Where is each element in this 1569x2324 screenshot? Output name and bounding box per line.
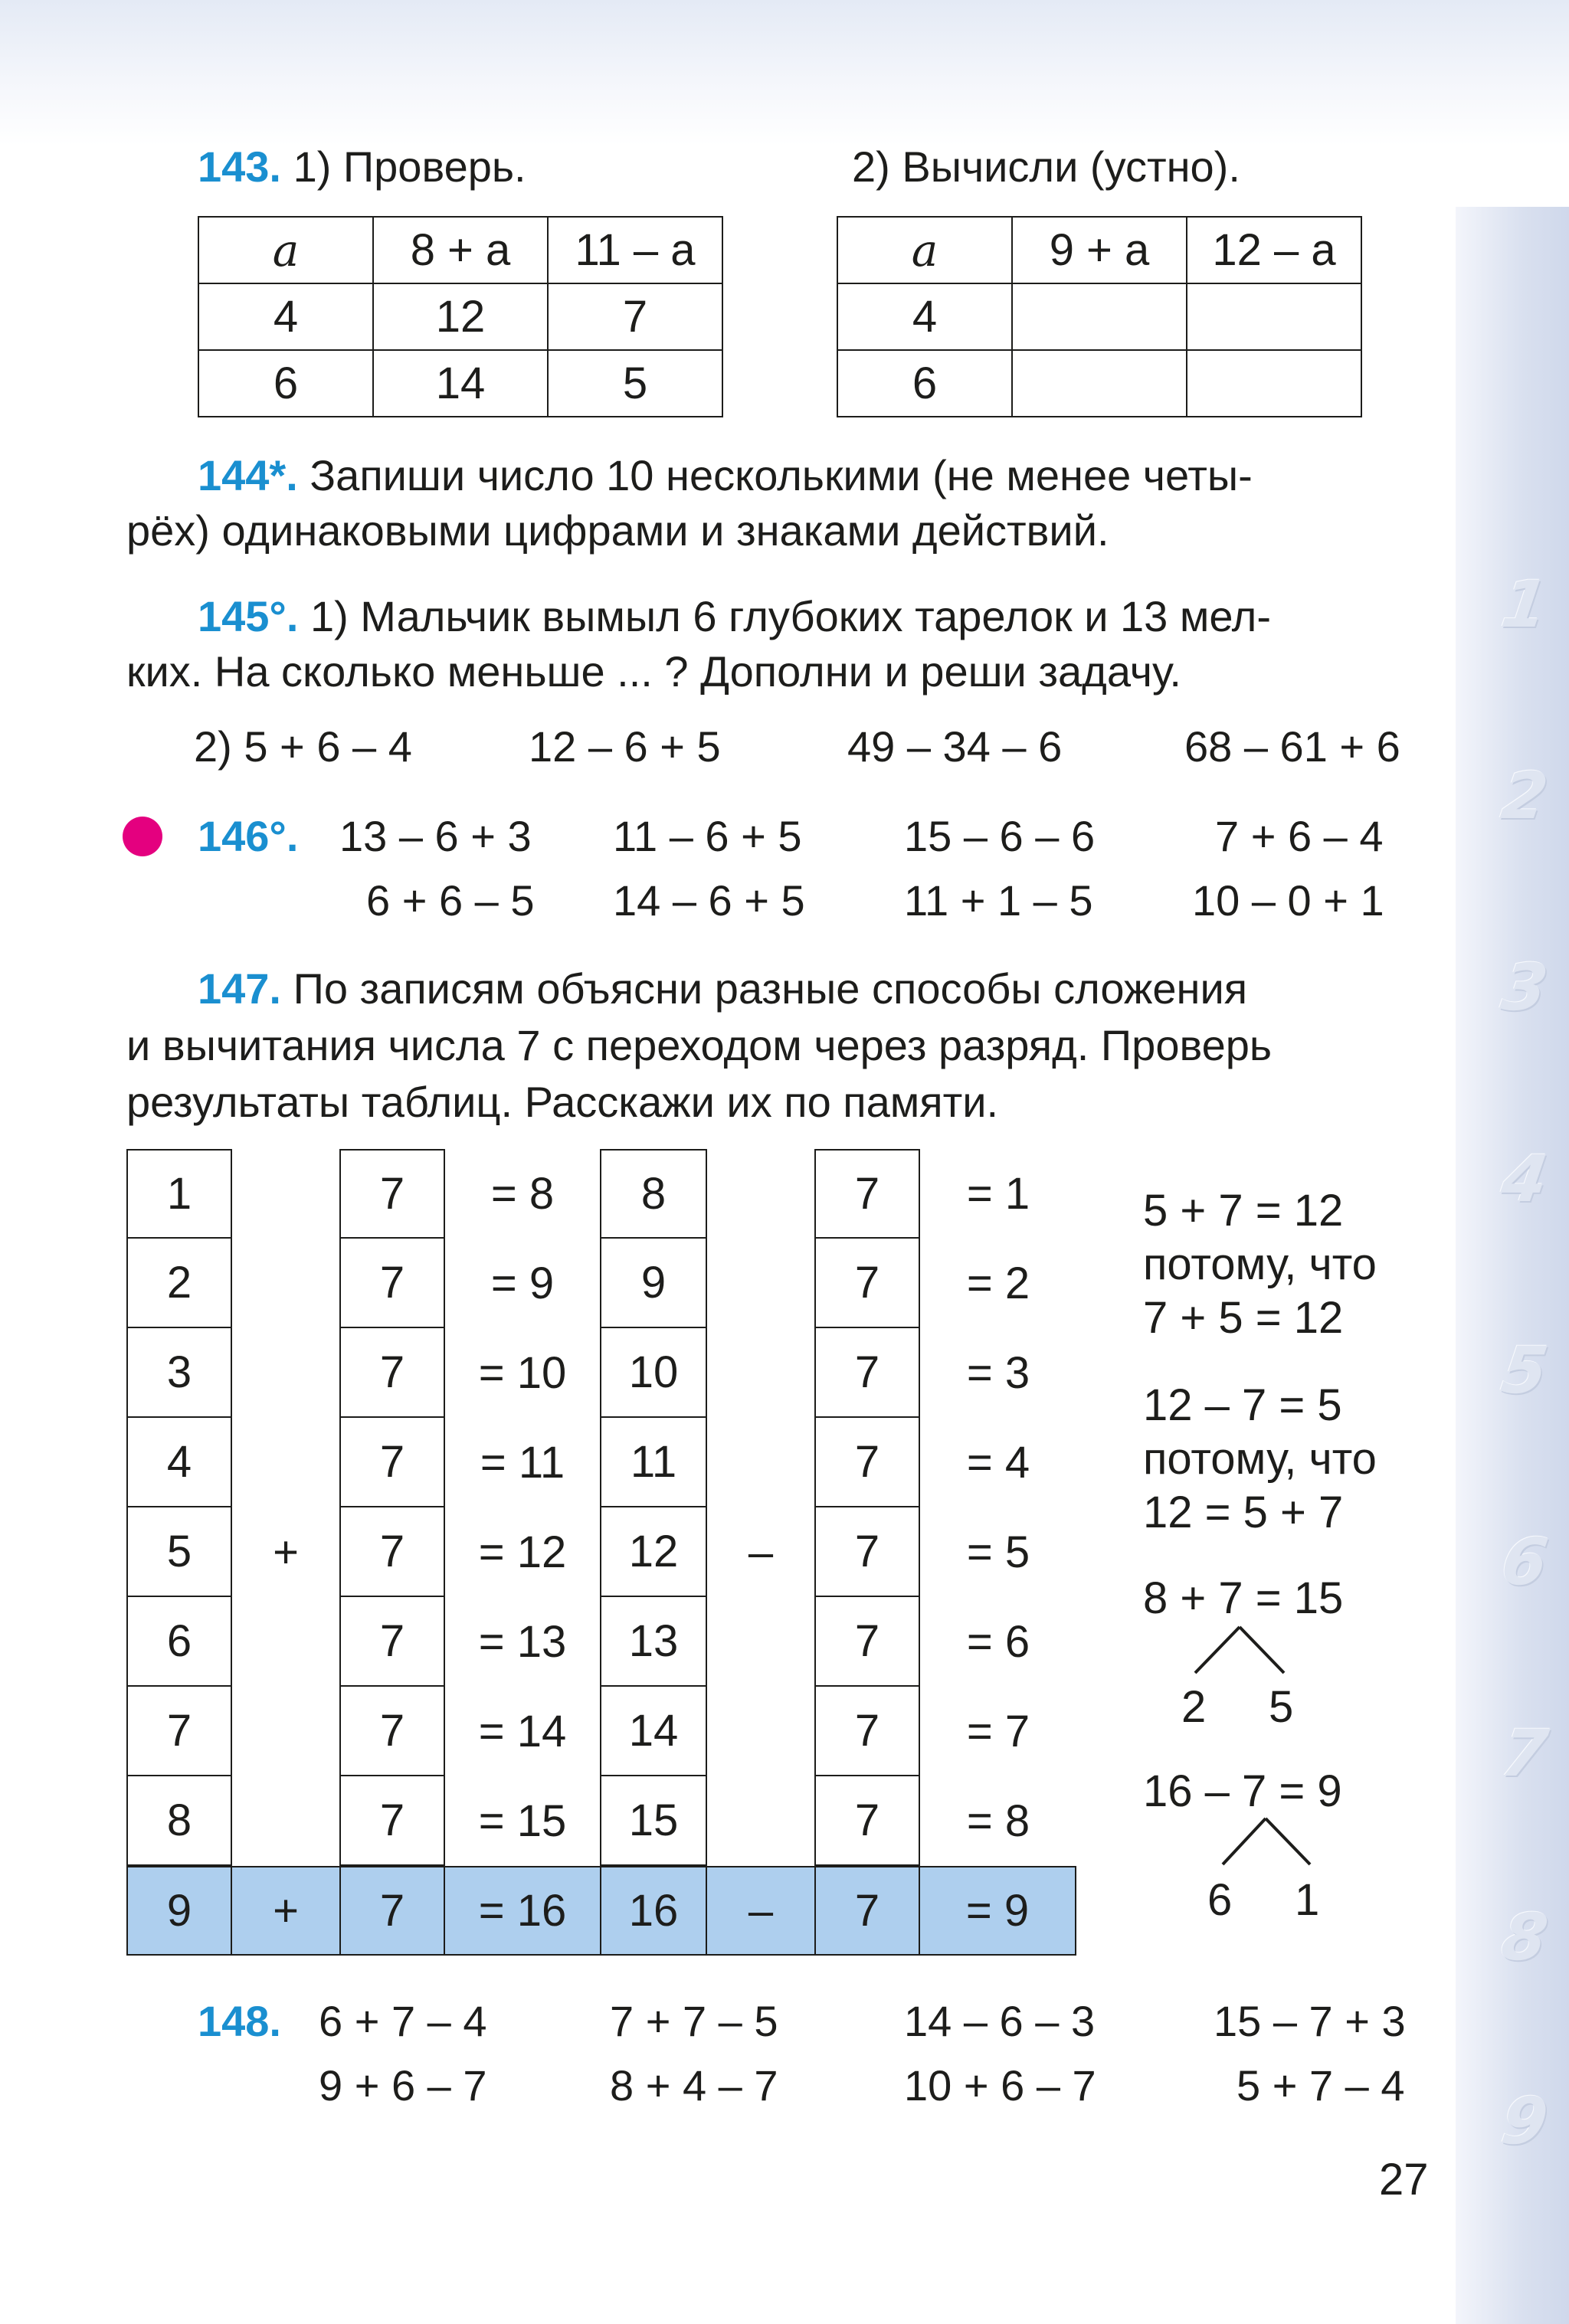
table-cell: 3: [126, 1327, 232, 1418]
table-check: [198, 216, 723, 417]
split-right: 1: [1295, 1875, 1320, 1925]
exercise-147-line2: и вычитания числа 7 с переходом через разряд. Проверь: [126, 1021, 1273, 1069]
table-cell: 7: [339, 1149, 445, 1239]
exercise-147-line1: 147. По записям объясни разные способы сложения: [198, 964, 1248, 1013]
table-operator: = 8: [490, 1169, 555, 1219]
table-cell-empty[interactable]: [1187, 350, 1361, 417]
table-cell: 7: [814, 1327, 920, 1418]
table-operator: = 1: [966, 1169, 1030, 1219]
table-cell: 7: [814, 1416, 920, 1507]
table-cell: 8: [600, 1149, 707, 1239]
table-operator: [232, 1328, 339, 1418]
table-cell: 10: [600, 1327, 707, 1418]
exercise-145-line1: 145°. 1) Мальчик вымыл 6 глубоких тарелок и 13 мел-: [198, 592, 1271, 640]
table-compute: [837, 216, 1362, 417]
exercise-number: 145°.: [198, 592, 299, 640]
table-operator: = 15: [478, 1796, 567, 1846]
table-cell-empty[interactable]: [1012, 350, 1187, 417]
exercise-number: 143.: [198, 142, 281, 191]
table-header: 11 – a: [548, 217, 722, 283]
table-cell: 12: [373, 283, 548, 350]
table-operator: = 10: [478, 1348, 567, 1398]
table-operator: +: [232, 1866, 339, 1956]
table-operator: = 4: [966, 1438, 1030, 1488]
split-left: 2: [1181, 1682, 1207, 1732]
table-cell: 7: [548, 283, 722, 350]
table-cell: 7: [814, 1775, 920, 1866]
table-cell: 9: [600, 1237, 707, 1328]
table-cell: 7: [339, 1416, 445, 1507]
table-operator: = 16: [445, 1866, 600, 1956]
table-operator: = 13: [478, 1617, 567, 1667]
explanation-b: 12 – 7 = 5 потому, что 12 = 5 + 7: [1143, 1380, 1377, 1537]
table-operator: = 2: [966, 1259, 1030, 1308]
table-cell: 9: [126, 1866, 232, 1956]
table-operator: = 12: [478, 1527, 567, 1577]
expression: 12 – 6 + 5: [529, 722, 721, 771]
expression: 15 – 6 – 6: [904, 812, 1096, 860]
table-operator: +: [273, 1527, 299, 1577]
table-cell: 5: [548, 350, 722, 417]
table-operator: = 14: [478, 1707, 567, 1756]
exercise-143-part1: 1) Проверь.: [293, 142, 526, 191]
table-cell: 7: [339, 1237, 445, 1328]
table-operator: [707, 1597, 814, 1687]
table-operator: –: [748, 1527, 774, 1577]
marker-dot: [123, 817, 162, 856]
expression: 13 – 6 + 3: [339, 812, 532, 860]
expression: 15 – 7 + 3: [1214, 1997, 1406, 2045]
exercise-number: 147.: [198, 964, 281, 1013]
exercise-number: 146°.: [198, 812, 299, 860]
table-cell: 7: [814, 1237, 920, 1328]
table-cell-empty[interactable]: [1012, 283, 1187, 350]
table-cell: 15: [600, 1775, 707, 1866]
table-cell: 6: [126, 1596, 232, 1687]
table-header: a: [198, 217, 373, 283]
table-cell: 7: [814, 1506, 920, 1597]
expression: 11 + 1 – 5: [904, 876, 1093, 925]
table-cell: 7: [339, 1506, 445, 1597]
table-cell: 12: [600, 1506, 707, 1597]
table-header: 12 – a: [1187, 217, 1361, 283]
split-diagram-d: [1180, 1814, 1348, 1913]
split-left: 6: [1207, 1875, 1233, 1925]
table-cell: 6: [837, 350, 1012, 417]
table-operator: = 9: [490, 1259, 555, 1308]
side-number-tab: 3: [1496, 950, 1553, 1025]
exercise-143-header: [198, 140, 526, 194]
addition-subtraction-table: [126, 1149, 1076, 1957]
expression: 10 + 6 – 7: [904, 2061, 1096, 2110]
side-number-tab: 2: [1496, 758, 1553, 833]
table-cell: 7: [339, 1596, 445, 1687]
expression: 9 + 6 – 7: [319, 2061, 487, 2110]
table-cell: 4: [198, 283, 373, 350]
side-number-tab: 5: [1496, 1333, 1553, 1408]
table-cell: 14: [373, 350, 548, 417]
table-cell: 7: [339, 1685, 445, 1776]
exercise-146-number: [198, 810, 298, 863]
table-cell: 2: [126, 1237, 232, 1328]
explanation-c: 8 + 7 = 15: [1143, 1573, 1344, 1623]
side-number-tab: 7: [1496, 1716, 1553, 1791]
table-header: a: [837, 217, 1012, 283]
exercise-number: 148.: [198, 1997, 281, 2045]
table-cell: 7: [814, 1149, 920, 1239]
side-number-tab: 9: [1496, 2083, 1553, 2159]
table-cell: 14: [600, 1685, 707, 1776]
table-operator: [707, 1687, 814, 1776]
expression: 6 + 6 – 5: [366, 876, 535, 925]
table-operator: [707, 1328, 814, 1418]
exercise-147-line3: результаты таблиц. Расскажи их по памяти.: [126, 1078, 999, 1126]
table-operator: [232, 1149, 339, 1239]
table-operator: = 3: [966, 1348, 1030, 1398]
table-operator: [232, 1597, 339, 1687]
expression: 11 – 6 + 5: [613, 812, 802, 860]
expression: 7 + 6 – 4: [1215, 812, 1384, 860]
table-operator: = 6: [966, 1617, 1030, 1667]
table-operator: [707, 1776, 814, 1866]
expression: 14 – 6 + 5: [613, 876, 805, 925]
table-operator: –: [707, 1866, 814, 1956]
table-cell: 7: [126, 1685, 232, 1776]
exercise-145-line2: ких. На сколько меньше ... ? Дополни и реши задачу.: [126, 647, 1181, 696]
expression: 8 + 4 – 7: [610, 2061, 778, 2110]
table-cell-empty[interactable]: [1187, 283, 1361, 350]
table-cell: 5: [126, 1506, 232, 1597]
table-operator: = 7: [966, 1707, 1030, 1756]
table-operator: = 9: [920, 1866, 1076, 1956]
table-cell: 8: [126, 1775, 232, 1866]
table-operator: [707, 1239, 814, 1328]
table-cell: 1: [126, 1149, 232, 1239]
table-cell: 7: [814, 1596, 920, 1687]
table-cell: 13: [600, 1596, 707, 1687]
split-right: 5: [1269, 1682, 1294, 1732]
table-operator: = 11: [480, 1438, 565, 1488]
table-cell: 7: [339, 1327, 445, 1418]
explanation-d: 16 – 7 = 9: [1143, 1766, 1342, 1816]
side-number-tab: 1: [1496, 567, 1553, 642]
exercise-148-number: [198, 1995, 281, 2048]
table-cell: 4: [126, 1416, 232, 1507]
table-cell: 6: [198, 350, 373, 417]
side-number-tab: 6: [1496, 1524, 1553, 1599]
expression: 10 – 0 + 1: [1192, 876, 1384, 925]
table-cell: 7: [814, 1685, 920, 1776]
table-operator: [232, 1239, 339, 1328]
table-operator: [232, 1776, 339, 1866]
table-cell: 7: [814, 1866, 920, 1956]
expression: 2) 5 + 6 – 4: [194, 722, 412, 771]
table-cell: 4: [837, 283, 1012, 350]
table-operator: [232, 1418, 339, 1507]
expression: 68 – 61 + 6: [1184, 722, 1400, 771]
table-header: 8 + a: [373, 217, 548, 283]
explanation-a: 5 + 7 = 12 потому, что 7 + 5 = 12: [1143, 1186, 1377, 1343]
table-cell: 7: [339, 1866, 445, 1956]
expression: 49 – 34 – 6: [847, 722, 1063, 771]
expression: 14 – 6 – 3: [904, 1997, 1096, 2045]
table-cell: 7: [339, 1775, 445, 1866]
exercise-143-part2: 2) Вычисли (устно).: [852, 142, 1240, 191]
table-header: 9 + a: [1012, 217, 1187, 283]
exercise-144-line2: рёх) одинаковыми цифрами и знаками действий.: [126, 506, 1109, 555]
table-operator: [232, 1687, 339, 1776]
expression: 7 + 7 – 5: [610, 1997, 778, 2045]
exercise-number: 144*.: [198, 451, 298, 499]
page-number: 27: [1379, 2155, 1429, 2205]
table-operator: = 8: [966, 1796, 1030, 1846]
table-operator: [707, 1149, 814, 1239]
top-band: [0, 0, 1569, 146]
table-cell: 11: [600, 1416, 707, 1507]
table-operator: [707, 1418, 814, 1507]
side-number-tab: 8: [1496, 1900, 1553, 1975]
table-cell: 16: [600, 1866, 707, 1956]
exercise-144-line1: 144*. Запиши число 10 несколькими (не менее четы-: [198, 451, 1253, 499]
table-operator: = 5: [966, 1527, 1030, 1577]
expression: 6 + 7 – 4: [319, 1997, 487, 2045]
side-number-tab: 4: [1496, 1141, 1553, 1216]
side-strip: [1456, 207, 1569, 2324]
expression: 5 + 7 – 4: [1237, 2061, 1405, 2110]
